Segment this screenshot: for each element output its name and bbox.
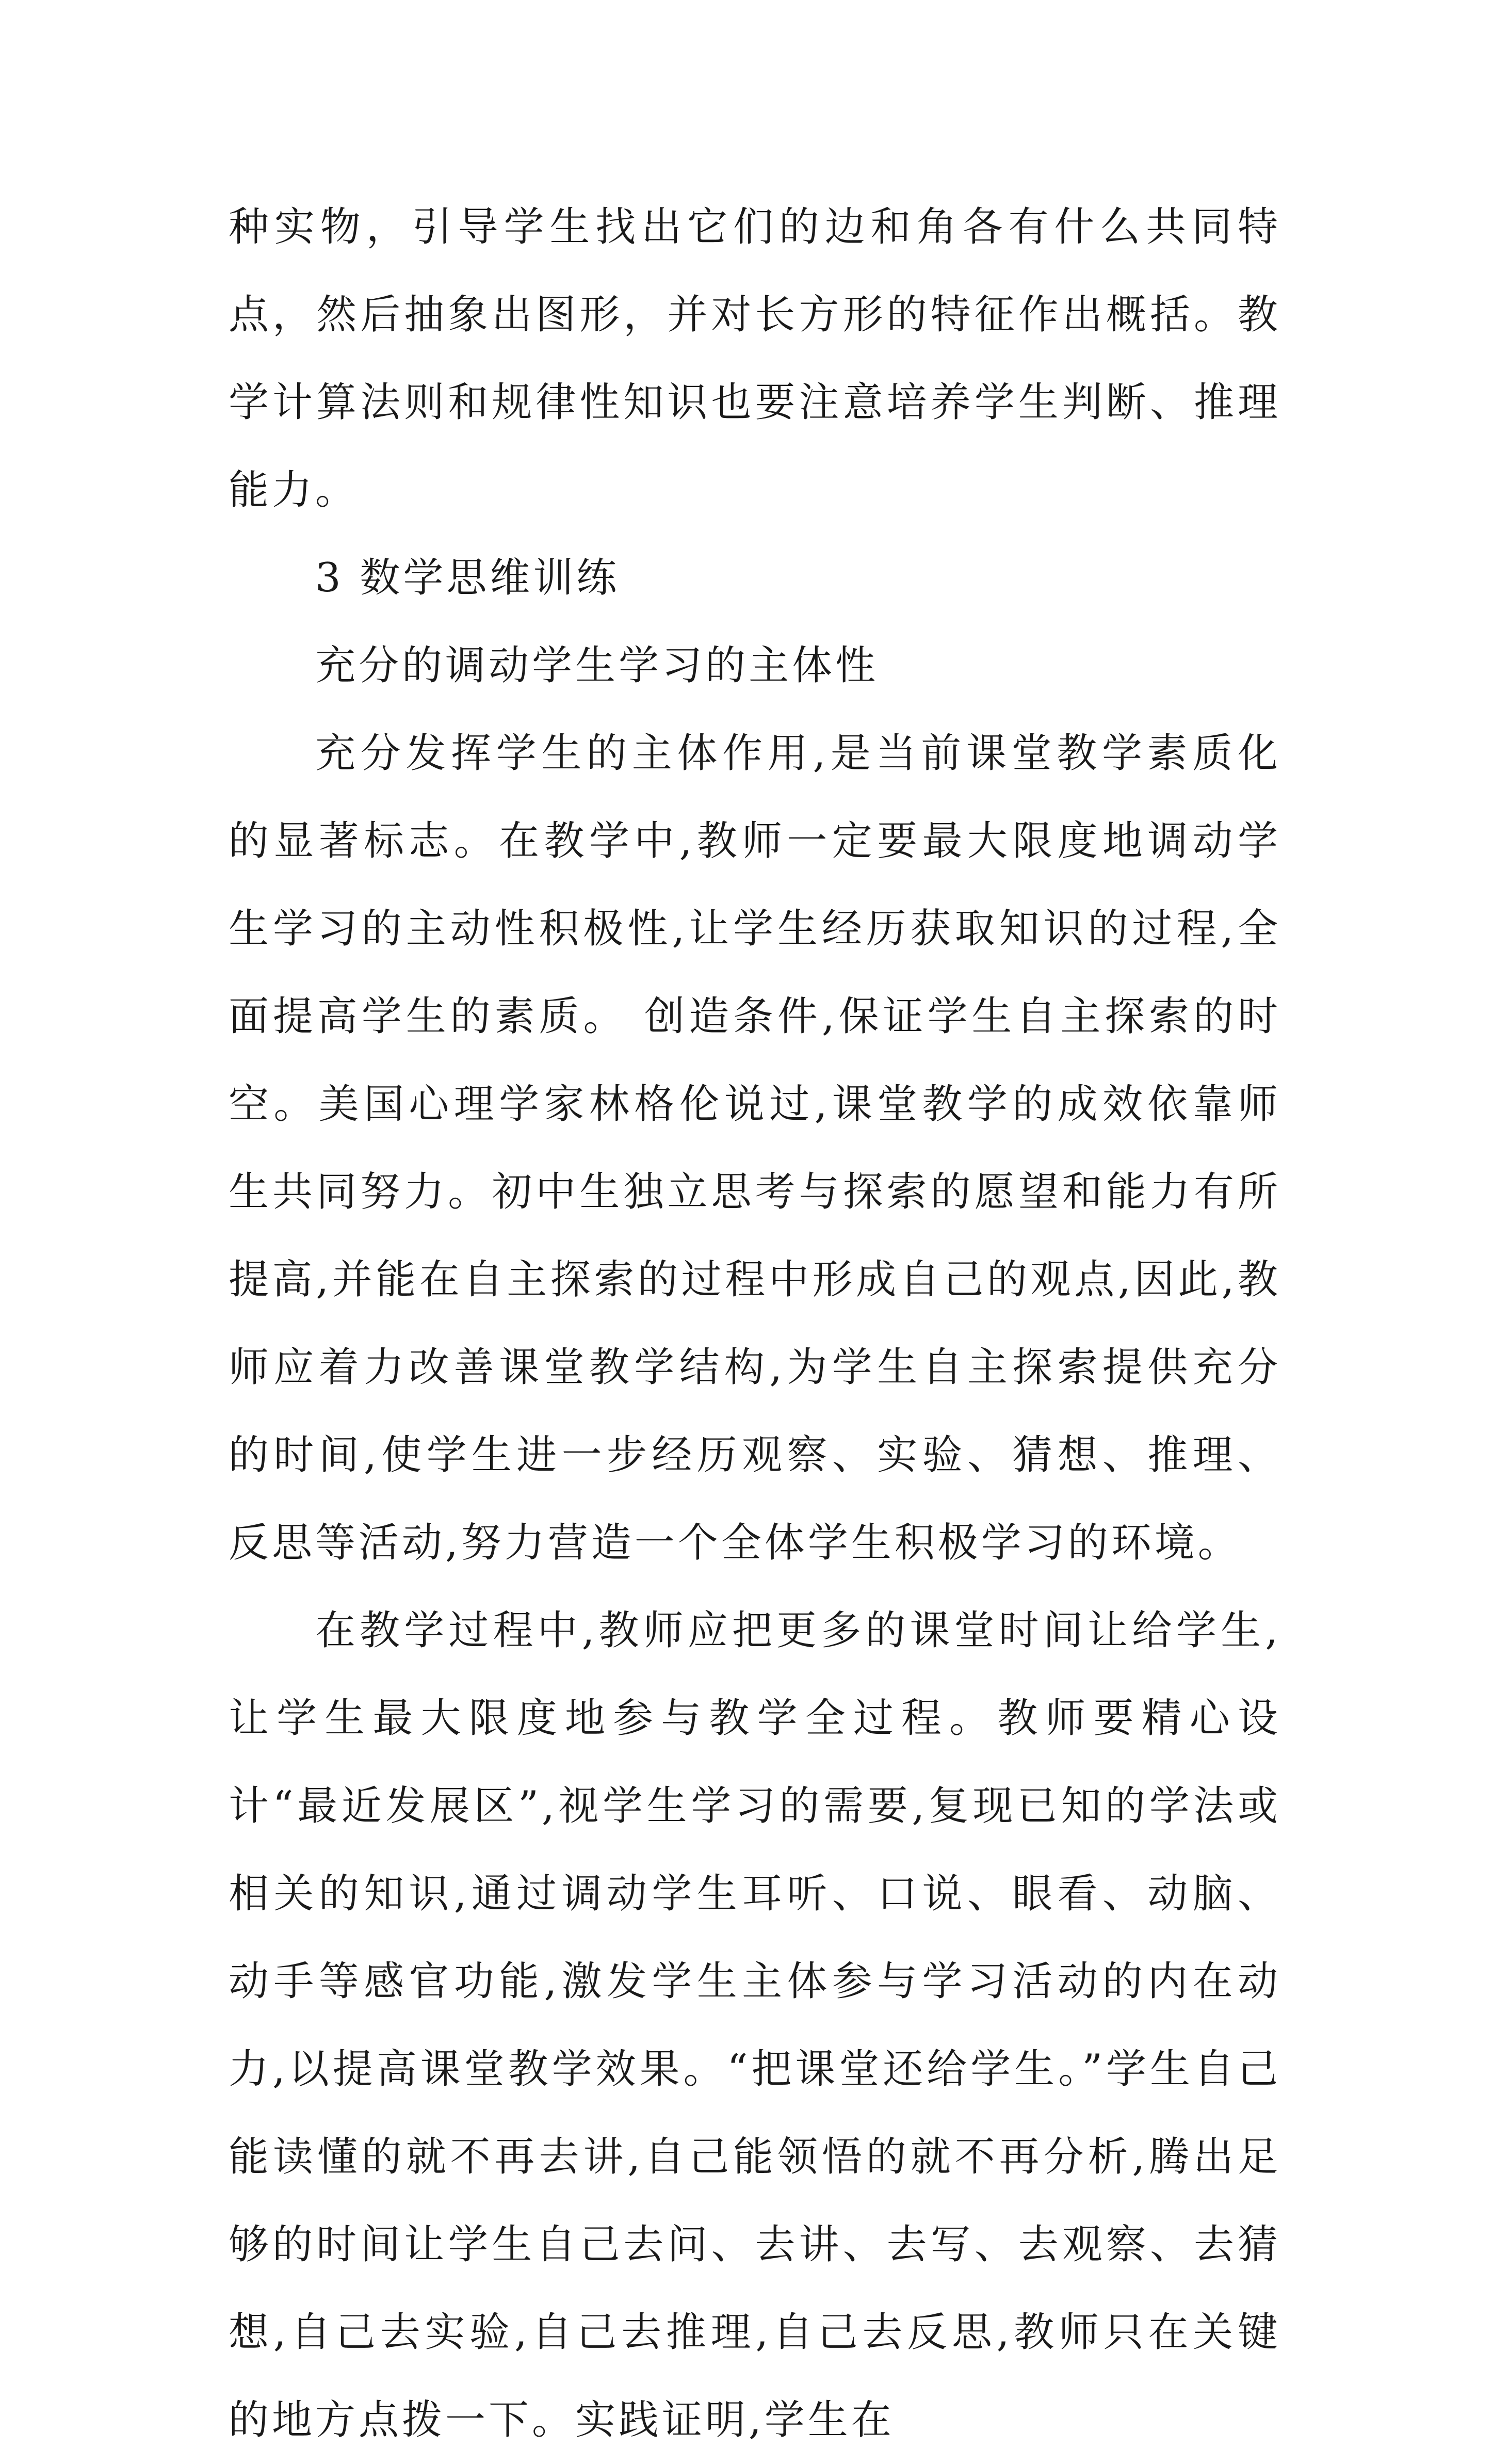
paragraph-teaching-process: 在教学过程中,教师应把更多的课堂时间让给学生,让学生最大限度地参与教学全过程。教师要精心设计“最近发展区”,视学生学习的需要,复现已知的学法或相关的知识,通过调动学生耳听、口说、眼看、动脑、动手等感官功能,激发学生主体参与学习活动的内在动力,以提高课堂教学效果。“把课堂还给学生。”学生自己能读懂的就不再去讲,自己能领悟的就不再分析,腾出足够的时间让学生自己去问、去讲、去写、去观察、去猜想,自己去实验,自己去推理,自己去反思,教师只在关键的地方点拨一下。实践证明,学生在 <box>229 1607 1281 2443</box>
paragraph-continued: 种实物，引导学生找出它们的边和角各有什么共同特点，然后抽象出图形，并对长方形的特征作出概括。教学计算法则和规律性知识也要注意培养学生判断、推理能力。 <box>229 204 1281 513</box>
document-body <box>229 183 1281 2464</box>
section-heading: 3 数学思维训练 <box>315 555 620 601</box>
paragraph-main-subject: 充分发挥学生的主体作用,是当前课堂教学素质化的显著标志。在教学中,教师一定要最大限度地调动学生学习的主动性积极性,让学生经历获取知识的过程,全面提高学生的素质。 创造条件,保证学生自主探索的时空。美国心理学家林格伦说过,课堂教学的成效依靠师生共同努力。初中生独立思考与探索的愿望和能力有所提高,并能在自主探索的过程中形成自己的观点,因此,教师应着力改善课堂教学结构,为学生自主探索提供充分的时间,使学生进一步经历观察、实验、猜想、推理、反思等活动,努力营造一个全体学生积极学习的环境。 <box>229 730 1281 1566</box>
sub-heading: 充分的调动学生学习的主体性 <box>315 642 879 689</box>
